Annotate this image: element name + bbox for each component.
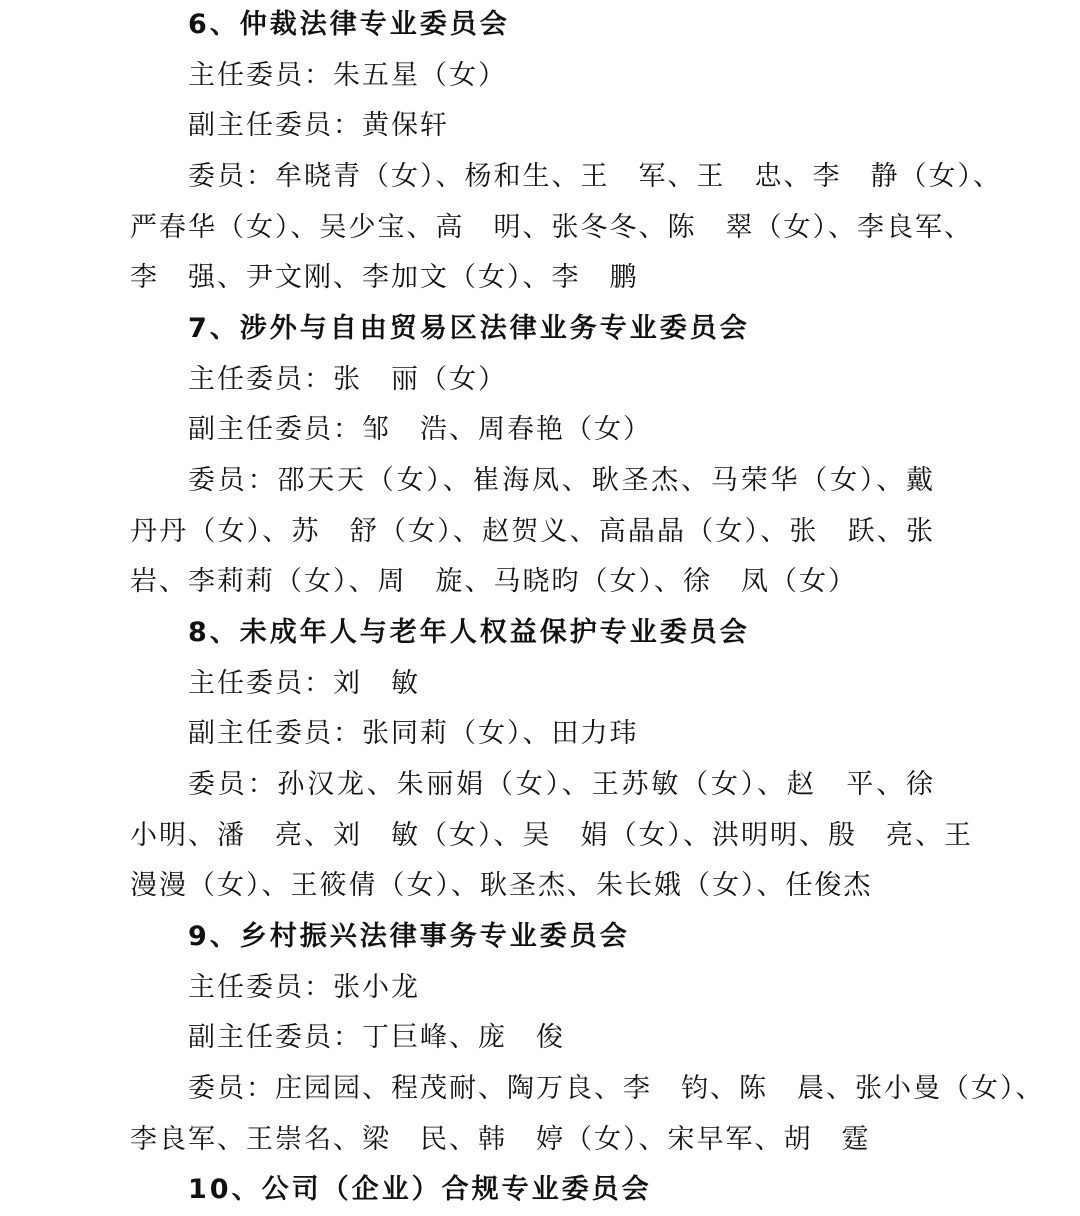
section-heading-10: 10、公司（企业）合规专业委员会	[188, 1174, 652, 1205]
members-line-7-3: 岩、李莉莉（女）、周 旋、马晓昀（女）、徐 凤（女）	[130, 566, 857, 597]
section-heading-8: 8、未成年人与老年人权益保护专业委员会	[188, 617, 750, 648]
members-line-7-2: 丹丹（女）、苏 舒（女）、赵贺义、高晶晶（女）、张 跃、张	[130, 516, 935, 547]
members-line-9-1: 委员：庄园园、程茂耐、陶万良、李 钧、陈 晨、张小曼（女）、	[188, 1073, 1045, 1104]
deputy-line-9: 副主任委员：丁巨峰、庞 俊	[188, 1022, 565, 1053]
members-line-8-1: 委员：孙汉龙、朱丽娟（女）、王苏敏（女）、赵 平、徐	[188, 769, 935, 800]
members-line-8-2: 小明、潘 亮、刘 敏（女）、吴 娟（女）、洪明明、殷 亮、王	[130, 820, 973, 851]
director-line-8: 主任委员：刘 敏	[188, 668, 420, 699]
members-line-6-1: 委员：牟晓青（女）、杨和生、王 军、王 忠、李 静（女）、	[188, 161, 1002, 192]
members-line-6-2: 严春华（女）、吴少宝、高 明、张冬冬、陈 翠（女）、李良军、	[130, 212, 973, 243]
section-heading-6: 6、仲裁法律专业委员会	[188, 9, 510, 40]
deputy-line-8: 副主任委员：张同莉（女）、田力玮	[188, 718, 639, 749]
deputy-line-6: 副主任委员：黄保轩	[188, 110, 449, 141]
section-heading-7: 7、涉外与自由贸易区法律业务专业委员会	[188, 313, 750, 344]
director-line-6: 主任委员：朱五星（女）	[188, 60, 507, 91]
members-line-7-1: 委员：邵天天（女）、崔海凤、耿圣杰、马荣华（女）、戴	[188, 465, 935, 496]
deputy-line-7: 副主任委员：邹 浩、周春艳（女）	[188, 414, 652, 445]
director-line-9: 主任委员：张小龙	[188, 972, 420, 1003]
director-line-7: 主任委员：张 丽（女）	[188, 364, 507, 395]
members-line-8-3: 漫漫（女）、王筱倩（女）、耿圣杰、朱长娥（女）、任俊杰	[130, 870, 873, 901]
members-line-9-2: 李良军、王崇名、梁 民、韩 婷（女）、宋早军、胡 霆	[130, 1124, 871, 1155]
members-line-6-3: 李 强、尹文刚、李加文（女）、李 鹏	[130, 262, 639, 293]
section-heading-9: 9、乡村振兴法律事务专业委员会	[188, 921, 630, 952]
